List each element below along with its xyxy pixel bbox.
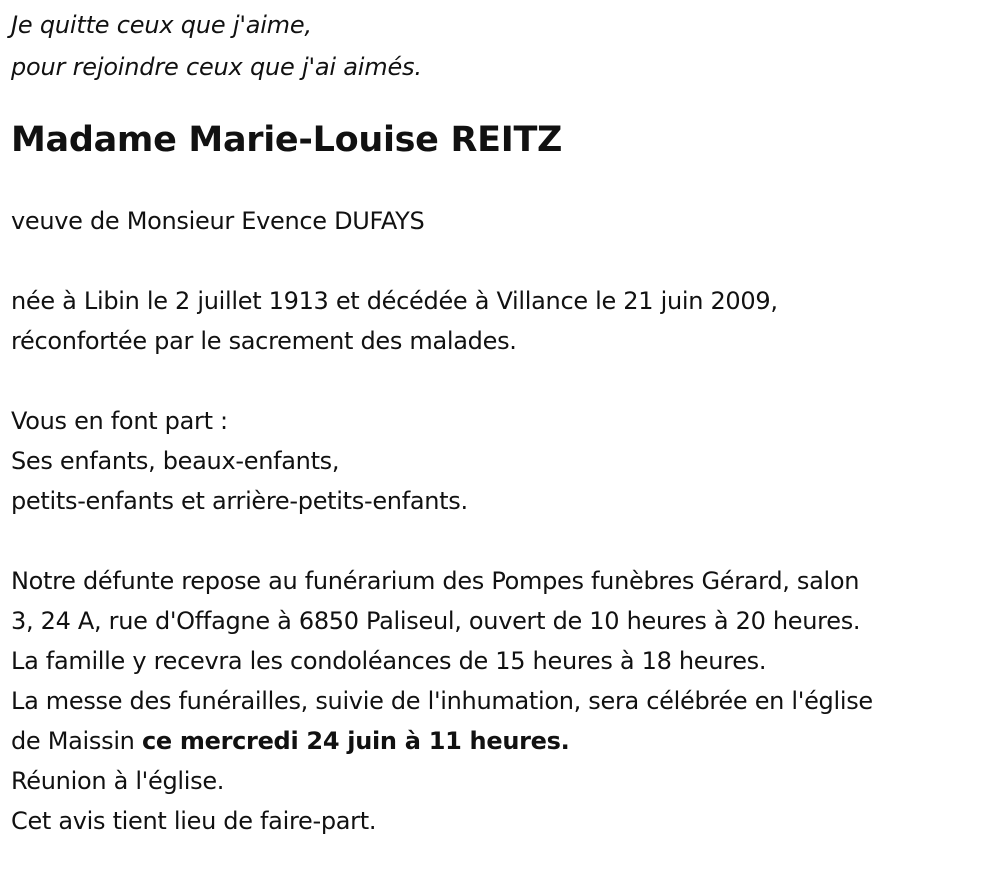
funeral-details-section [11, 561, 996, 841]
details-line: La messe des funérailles, suivie de l'inhumation, sera célébrée en l'église [11, 687, 873, 715]
family-line: Ses enfants, beaux-enfants, [11, 447, 340, 475]
details-line: Notre défunte repose au funérarium des Pompes funèbres Gérard, salon [11, 567, 860, 595]
announcement-intro: Vous en font part : [11, 407, 228, 435]
details-line: Réunion à l'église. [11, 767, 225, 795]
details-line: 3, 24 A, rue d'Offagne à 6850 Paliseul, ouvert de 10 heures à 20 heures. [11, 607, 861, 635]
quote-line: Je quitte ceux que j'aime, [11, 11, 312, 39]
quote-line: pour rejoindre ceux que j'ai aimés. [11, 53, 422, 81]
deceased-name: Madame Marie-Louise REITZ [11, 120, 563, 160]
details-line: La famille y recevra les condoléances de 15 heures à 18 heures. [11, 647, 767, 675]
details-line-prefix: de Maissin [11, 727, 142, 755]
epigraph-quote [11, 4, 996, 88]
widow-of-line: veuve de Monsieur Evence DUFAYS [11, 207, 425, 235]
funeral-date-time: ce mercredi 24 juin à 11 heures. [141, 727, 570, 755]
obituary-notice [11, 0, 996, 841]
family-announcement-section [11, 401, 996, 521]
sacrament-line: réconfortée par le sacrement des malades. [11, 327, 517, 355]
family-line: petits-enfants et arrière-petits-enfants. [11, 487, 468, 515]
birth-death-section [11, 281, 996, 361]
details-line: Cet avis tient lieu de faire-part. [11, 807, 377, 835]
details-line [11, 721, 996, 761]
birth-death-line: née à Libin le 2 juillet 1913 et décédée à Villance le 21 juin 2009, [11, 287, 778, 315]
